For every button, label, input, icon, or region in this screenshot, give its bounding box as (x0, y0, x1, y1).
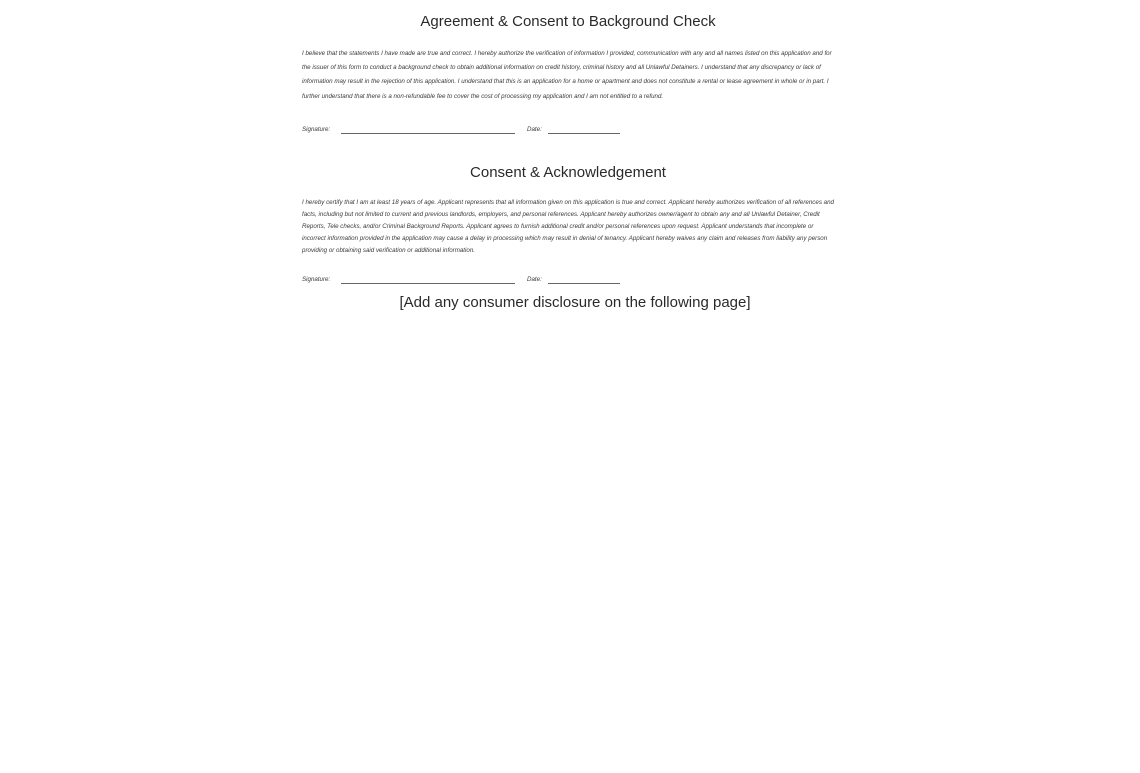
section1-signature-line (341, 133, 515, 134)
section2-title: Consent & Acknowledgement (470, 164, 666, 181)
consumer-disclosure-text: [Add any consumer disclosure on the following page] (399, 294, 751, 311)
section2-signature-label: Signature: (302, 276, 331, 283)
section2-signature-row (302, 276, 834, 286)
section2-signature-line (341, 283, 515, 284)
section1-signature-label: Signature: (302, 126, 331, 133)
section1-signature-row (302, 126, 834, 136)
section2-date-line (548, 283, 620, 284)
section1-title: Agreement & Consent to Background Check (420, 13, 716, 30)
section2-body: I hereby certify that I am at least 18 years of age. Applicant represents that all information given on this application is true and correct. Applicant hereby authorizes verification of all references and facts, including but not limited to current and previous landlords, employers, and personal references. Applicant hereby authorizes owner/agent to obtain any and all Unlawful Detainer, Credit Reports, Tele checks, and/or Criminal Background Reports. Applicant agrees to furnish additional credit and/or personal references upon request. Applicant understands that incomplete or incorrect information provided in the application may cause a delay in processing which may result in denial of tenancy. Applicant hereby waives any claim and releases from liability any person providing or obtaining said verification or additional information. (302, 199, 834, 254)
section1-body: I believe that the statements I have made are true and correct. I hereby authorize the verification of information I provided, communication with any and all names listed on this application and for the issuer of this form to conduct a background check to obtain additional information on credit history, criminal history and all Unlawful Detainers. I understand that any discrepancy or lack of information may result in the rejection of this application. I understand that this is an application for a home or apartment and does not constitute a rental or lease agreement in whole or in part. I further understand that there is a non-refundable fee to cover the cost of processing my application and I am not entitled to a refund. (302, 50, 832, 100)
section1-date-label: Date: (527, 126, 542, 133)
section1-date-line (548, 133, 620, 134)
consumer-disclosure-note (302, 294, 834, 311)
section2-date-label: Date: (527, 276, 542, 283)
